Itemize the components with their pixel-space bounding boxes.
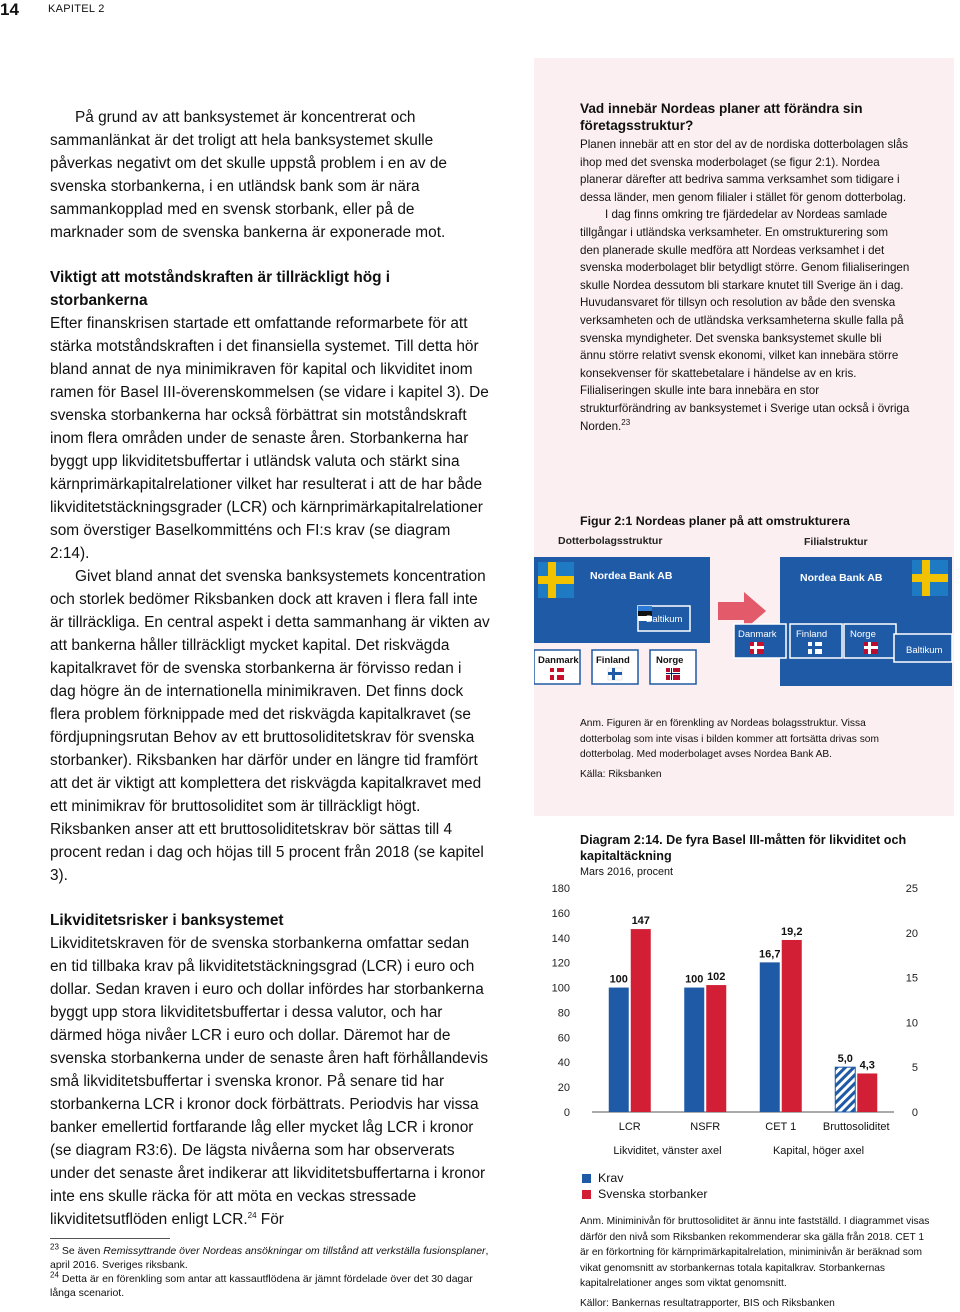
y-left-tick-label: 80 (557, 1007, 570, 1020)
bar-krav (835, 1067, 855, 1112)
baltikum-label-left: Baltikum (646, 614, 683, 625)
subsidiary-label-finland: Finland (596, 655, 630, 666)
subsidiary-label-norge: Norge (656, 655, 684, 666)
y-left-tick-label: 0 (563, 1107, 570, 1119)
x-tick-label: CET 1 (765, 1121, 797, 1133)
bar-krav (760, 962, 780, 1112)
y-right-tick-label: 0 (911, 1107, 918, 1119)
paragraph-2: Efter finanskrisen startade ett omfattande reformarbete för att stärka motståndskraften i det finansiella systemet. Till detta hör bland annat de nya minimikraven för kapital och likviditet inom ramen för Basel III-överenskommelsen (se vidare i kapitel 3). De svenska storbankerna har också förbättrat sin motståndskraft inom flera områden under de senaste åren. Storbankerna har byggt upp likviditetsbuffertar i utländsk valuta och stärkt sina kärnprimärkapitalrelationer vilket har resulterat i att de har både likviditetstäckningsgrader (LCR) och kärnprimärkapitalrelationer som överstiger Baselkommitténs och FI:s krav (se diagram 2:14). (50, 315, 489, 562)
y-right-tick-label: 20 (905, 927, 918, 940)
footnote-23: $^{23}$ Se även Remissyttrande över Nordeas ansökningar om tillstånd att verkställa fusionsplaner, april 2016. Sveriges riksbank. (50, 1242, 489, 1271)
figure-title: Figur 2:1 Nordeas planer på att omstrukturera (580, 514, 850, 528)
heading-motstandskraft: Viktigt att motståndskraften är tillräckligt hög i storbankerna (50, 269, 391, 309)
data-label: 102 (707, 971, 726, 984)
fact-box-paragraph-2: I dag finns omkring tre fjärdedelar av Nordeas samlade tillgångar i utländska verksamheter. En omstrukturering som den planerade skulle medföra att Nordeas verksamhet i det svenska moderbolaget blir betydligt större. Genom filialiseringen skulle Nordea dessutom bli starkare knutet till Sverige än i dag. Huvudansvaret för tillsyn och resolution av både den svenska verksamheten och de utländska verksamheterna skulle falla på svenska myndigheter. Det svenska banksystemet skulle bli ännu större relativt svensk ekonomi, vilket kan innebära större konsekvenser för skattebetalare i händelse av en kris. Filialiseringen skulle inte bara innebära en stor strukturförändring av banksystemet i Sverige utan också i övriga Norden.$^{23}$ (580, 208, 910, 433)
y-right-tick-label: 5 (911, 1062, 918, 1075)
norwegian-flag-icon (666, 668, 680, 680)
main-column (50, 106, 490, 1231)
diagram-source: Källor: Bankernas resultatrapporter, BIS och Riksbanken (580, 1297, 835, 1309)
fact-box (580, 100, 910, 435)
label-filialstruktur: Filialstruktur (804, 536, 868, 548)
chapter-label: KAPITEL 2 (48, 3, 105, 15)
chart-legend (582, 1170, 708, 1202)
fact-box-paragraph-1: Planen innebär att en stor del av de nordiska dotterbolagen slås ihop med det svenska moderbolaget (se figur 2:1). Nordea planerar därefter att bedriva samma verksamhet som tidigare i dessa länder, men genom filialer i stället för genom dotterbolag. (580, 138, 909, 204)
x-tick-label: Bruttosoliditet (822, 1121, 890, 1133)
diagram-title: Diagram 2:14. De fyra Basel III-måtten för likviditet och kapitaltäckning (580, 833, 907, 863)
footnotes (50, 1244, 490, 1300)
figure-note: Anm. Figuren är en förenkling av Nordeas bolagsstruktur. Vissa dotterbolag som inte visas i bilden kommer att fortsätta drivas som dotterbolag. Med moderbolaget avses Nordea Bank AB. Källa: Riksbanken (580, 716, 910, 782)
page-number: 14 (0, 0, 19, 19)
bar-storbanker (782, 940, 802, 1112)
legend-swatch-krav (582, 1174, 591, 1183)
swedish-flag-icon-right (912, 560, 948, 596)
data-label: 4,3 (859, 1059, 875, 1072)
bar-storbanker (706, 985, 726, 1112)
data-label: 16,7 (759, 948, 781, 961)
subsidiary-label-danmark: Danmark (538, 655, 579, 666)
data-label: 19,2 (781, 925, 803, 938)
paragraph-1: På grund av att banksystemet är koncentrerat och sammanlänkat är det troligt att hela banksystemet skulle påverkas negativt om det skulle uppstå problem i en av de svenska storbankerna, i en utländsk bank som är nära sammankopplad med en svensk storbank, eller på de marknader som de svenska bankerna är exponerade mot. (50, 109, 447, 241)
data-label: 100 (609, 973, 628, 986)
y-left-tick-label: 60 (557, 1032, 570, 1045)
bar-krav (609, 988, 629, 1112)
branch-flag-norge-icon (864, 642, 878, 654)
y-left-tick-label: 160 (551, 907, 570, 920)
bank-name-left: Nordea Bank AB (590, 570, 673, 582)
swedish-flag-icon-left (538, 562, 574, 598)
diagram-subtitle: Mars 2016, procent (580, 866, 674, 878)
y-right-tick-label: 15 (905, 972, 918, 985)
footnote-rule (50, 1238, 170, 1239)
branch-label-norge: Norge (850, 629, 876, 640)
y-right-tick-label: 10 (905, 1017, 918, 1030)
footnote-ref-24[interactable]: 24 (247, 1210, 257, 1220)
branch-flag-danmark-icon (750, 642, 764, 654)
data-label: 100 (685, 973, 704, 986)
fact-box-title: Vad innebär Nordeas planer att förändra sin företagsstruktur? (580, 101, 863, 133)
bar-storbanker (631, 929, 651, 1112)
y-left-tick-label: 180 (551, 883, 570, 895)
y-left-tick-label: 100 (551, 982, 570, 995)
branch-label-danmark: Danmark (738, 629, 777, 640)
branch-flag-finland-icon (808, 642, 822, 654)
y-left-tick-label: 120 (551, 957, 570, 970)
axis-caption-left: Likviditet, vänster axel (613, 1145, 722, 1157)
branch-label-finland: Finland (796, 629, 828, 640)
label-dotterbolagsstruktur: Dotterbolagsstruktur (558, 535, 663, 547)
finnish-flag-icon (608, 668, 622, 680)
y-right-tick-label: 25 (905, 883, 918, 895)
legend-item-storbanker: Svenska storbanker (582, 1186, 708, 1202)
y-left-tick-label: 40 (557, 1057, 570, 1070)
baltikum-label-right: Baltikum (906, 645, 943, 656)
data-label: 147 (631, 915, 650, 928)
figure-source: Källa: Riksbanken (580, 768, 662, 780)
y-left-tick-label: 20 (557, 1082, 570, 1095)
axis-caption-right: Kapital, höger axel (772, 1145, 865, 1157)
y-left-tick-label: 140 (551, 932, 570, 945)
paragraph-4: Likviditetskraven för de svenska storbankerna omfattar sedan en tid tillbaka krav på likviditetstäckningsgrad (LCR) i euro och dollar. Sedan kraven i euro och dollar infördes har storbankerna byggt upp stora likviditetsbuffertar i dessa valutor, och har därmed höga nivåer LCR i euro och dollar. Däremot har de svenska storbankerna under de senaste åren haft förhållandevis små likviditetsbuffertar i svenska kronor. På senare tid har storbankerna LCR i kronor dock förbättrats. Periodvis har vissa banker emellertid fortfarande låg eller mycket låg LCR i kronor (se diagram R3:6). De lägsta nivåerna som har observerats under det senaste året indikerar att likviditetsbuffertarna i kronor inte ens skulle räcka för att möta en veckas stressade likviditetsutflöden enligt LCR.$^{24}$ För (50, 935, 489, 1228)
danish-flag-icon (550, 668, 564, 680)
bar-storbanker (857, 1073, 877, 1112)
structure-figure (534, 530, 954, 690)
x-tick-label: LCR (618, 1121, 641, 1133)
legend-swatch-storbanker (582, 1190, 591, 1199)
fact-box-text (580, 136, 910, 435)
paragraph-3: Givet bland annat det svenska banksystemets koncentration och storlek bedömer Riksbanken dock att kraven i flera fall inte är tillräckliga. En central aspekt i detta sammanhang är vikten av att bankerna håller tillräckligt mycket kapital. Det riskvägda kapitalkravet för de svenska storbankerna är förvisso redan i dag högre än de internationella minimikraven. Det finns dock flera problem förknippade med det riskvägda kapitalkravet (se fördjupningsrutan Behov av ett bruttosoliditetskrav för svenska storbanker). Riksbanken har därför under en längre tid framfört att det är viktigt att komplettera det riskvägda kapitalkravet med ett minimikrav för bruttosoliditet som är tillräckligt högt. Riksbanken anser att ett bruttosoliditetskrav bör sättas till 4 procent redan i dag och höjas till 5 procent från 2018 (se kapitel 3). (50, 568, 490, 884)
heading-likviditetsrisker: Likviditetsrisker i banksystemet (50, 912, 284, 929)
diagram-note: Anm. Miniminivån för bruttosoliditet är ännu inte fastställd. I diagrammet visas därför den nivå som Riksbanken rekommenderar ska gälla från 2018. CET 1 är en förkortning för kärnprimärkapitalrelation, miniminivån är beräknad som vikat genomsnitt av storbankernas totala kapitalkrav. Storbankernas kapitalrelationer anges som viktat genomsnitt. Källor: Bankernas resultatrapporter, BIS och Riksbanken (580, 1214, 932, 1311)
data-label: 5,0 (837, 1053, 853, 1066)
bank-name-right: Nordea Bank AB (800, 572, 883, 584)
bar-krav (684, 988, 704, 1112)
legend-item-krav: Krav (582, 1170, 708, 1186)
x-tick-label: NSFR (690, 1121, 721, 1133)
footnote-24: $^{24}$ Detta är en förenkling som antar att kassautflödena är jämnt fördelade över det 30 dagar långa scenariot. (50, 1270, 473, 1299)
basel-chart (534, 876, 954, 1166)
footnote-ref-23[interactable]: 23 (621, 417, 631, 427)
